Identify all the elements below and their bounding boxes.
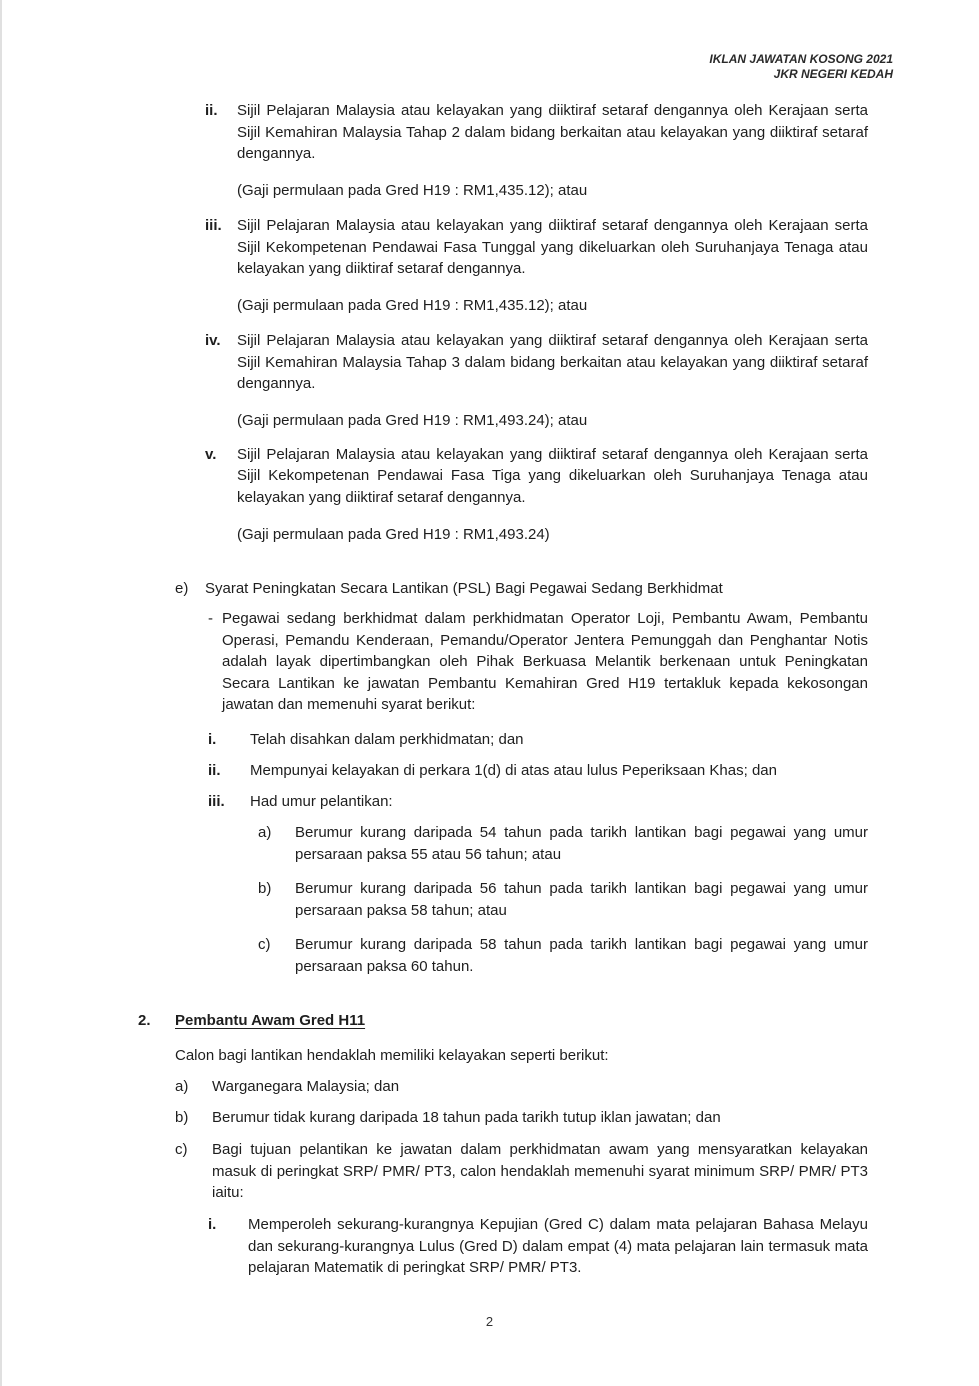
list-marker: c) (175, 1141, 188, 1158)
list-text: Bagi tujuan pelantikan ke jawatan dalam perkhidmatan awam yang mensyaratkan kelayakan masuk di peringkat SRP/ PMR/ PT3, calon hendaklah memenuhi syarat minimum SRP/ PMR/ PT3 iaitu: (212, 1141, 868, 1201)
section-number: 2. (138, 1012, 151, 1029)
age-limit-a (258, 822, 979, 865)
list-text: Sijil Pelajaran Malaysia atau kelayakan yang diiktiraf setaraf dengannya oleh Kerajaan serta Sijil Kemahiran Malaysia Tahap 3 dalam bidang berkaitan atau kelayakan yang diiktiraf setaraf dengannya. (237, 332, 868, 392)
list-marker: iii. (205, 217, 222, 234)
list-marker: b) (175, 1109, 189, 1126)
list-marker: iv. (205, 332, 221, 349)
list-marker: c) (258, 936, 271, 953)
list-marker: a) (175, 1078, 189, 1095)
section-2-sub-item-i (208, 1214, 979, 1279)
list-text: Mempunyai kelayakan di perkara 1(d) di atas atau lulus Peperiksaan Khas; dan (250, 762, 777, 779)
page-number: 2 (485, 1313, 494, 1329)
list-text: Sijil Pelajaran Malaysia atau kelayakan yang diiktiraf setaraf dengannya oleh Kerajaan serta Sijil Kekompetenan Pendawai Fasa Tiga yang dikeluarkan oleh Suruhanjaya Tenaga atau kelayakan yang diiktiraf setaraf dengannya. (237, 445, 868, 506)
list-marker: e) (175, 580, 189, 597)
list-marker: i. (208, 1216, 217, 1233)
list-text: Warganegara Malaysia; dan (212, 1078, 400, 1095)
section-2-item-c (175, 1139, 979, 1204)
age-limit-c (258, 934, 979, 977)
list-item-ii (205, 100, 979, 165)
list-text: Berumur kurang daripada 58 tahun pada tarikh lantikan bagi pegawai yang umur persaraan paksa 60 tahun. (295, 936, 868, 975)
salary-note-iii: (Gaji permulaan pada Gred H19 : RM1,435.12); atau (237, 297, 588, 314)
salary-note-v: (Gaji permulaan pada Gred H19 : RM1,493.24) (237, 526, 550, 543)
list-item-e (175, 578, 979, 600)
list-marker: iii. (208, 793, 225, 810)
section-title: Pembantu Awam Gred H11 (175, 1012, 366, 1029)
list-text: Berumur tidak kurang daripada 18 tahun pada tarikh tutup iklan jawatan; dan (212, 1109, 721, 1126)
list-text: Memperoleh sekurang-kurangnya Kepujian (Gred C) dalam mata pelajaran Bahasa Melayu dan sekurang-kurangnya Lulus (Gred D) dalam empat (4) mata pelajaran lain termasuk mata pelajaran Matematik di peringkat SRP/ PMR/ PT3. (248, 1216, 868, 1276)
dash-paragraph (208, 608, 979, 716)
age-limit-b (258, 878, 979, 921)
section-2-heading (138, 1010, 979, 1032)
list-text: Sijil Pelajaran Malaysia atau kelayakan yang diiktiraf setaraf dengannya oleh Kerajaan serta Sijil Kemahiran Malaysia Tahap 2 dalam bidang berkaitan atau kelayakan yang diiktiraf setaraf dengannya. (237, 102, 868, 162)
list-marker: v. (205, 445, 217, 463)
list-marker: ii. (205, 102, 218, 119)
condition-ii (208, 760, 979, 782)
page-header (0, 52, 893, 82)
salary-note-iv: (Gaji permulaan pada Gred H19 : RM1,493.24); atau (237, 412, 588, 429)
section-2-item-a (175, 1076, 979, 1098)
scan-edge-artifact (0, 0, 2, 1386)
condition-iii (208, 791, 979, 813)
section-2-item-b (175, 1107, 979, 1129)
header-line-1: IKLAN JAWATAN KOSONG 2021 (709, 52, 893, 66)
condition-i (208, 729, 979, 751)
dash-text: Pegawai sedang berkhidmat dalam perkhidmatan Operator Loji, Pembantu Awam, Pembantu Operasi, Pemandu Kenderaan, Pemandu/Operator Jentera Pemunggah dan Penghantar Notis adalah layak dipertimbangkan oleh Pihak Berkuasa Melantik berkenaan untuk Peningkatan Secara Lantikan ke jawatan Pembantu Kemahiran Gred H19 tertakluk kepada kekosongan jawatan dan memenuhi syarat berikut: (222, 610, 868, 713)
list-marker: i. (208, 731, 217, 748)
salary-note-ii: (Gaji permulaan pada Gred H19 : RM1,435.12); atau (237, 182, 588, 199)
list-marker: b) (258, 880, 272, 897)
list-marker: ii. (208, 762, 221, 779)
list-text: Telah disahkan dalam perkhidmatan; dan (250, 731, 524, 748)
item-e-title: Syarat Peningkatan Secara Lantikan (PSL) Bagi Pegawai Sedang Berkhidmat (205, 580, 723, 597)
header-line-2: JKR NEGERI KEDAH (773, 67, 893, 81)
list-item-iv (205, 330, 979, 395)
list-text: Berumur kurang daripada 56 tahun pada tarikh lantikan bagi pegawai yang umur persaraan paksa 58 tahun; atau (295, 880, 868, 919)
list-text: Berumur kurang daripada 54 tahun pada tarikh lantikan bagi pegawai yang umur persaraan paksa 55 atau 56 tahun; atau (295, 824, 868, 863)
section-2-intro: Calon bagi lantikan hendaklah memiliki kelayakan seperti berikut: (175, 1047, 609, 1064)
list-item-iii (205, 215, 979, 280)
list-text: Had umur pelantikan: (250, 793, 393, 810)
list-marker: a) (258, 824, 272, 841)
list-text: Sijil Pelajaran Malaysia atau kelayakan yang diiktiraf setaraf dengannya oleh Kerajaan serta Sijil Kekompetenan Pendawai Fasa Tunggal yang dikeluarkan oleh Suruhanjaya Tenaga atau kelayakan yang diiktiraf setaraf dengannya. (237, 217, 868, 277)
list-item-v (205, 444, 979, 509)
dash-marker: - (208, 610, 213, 627)
